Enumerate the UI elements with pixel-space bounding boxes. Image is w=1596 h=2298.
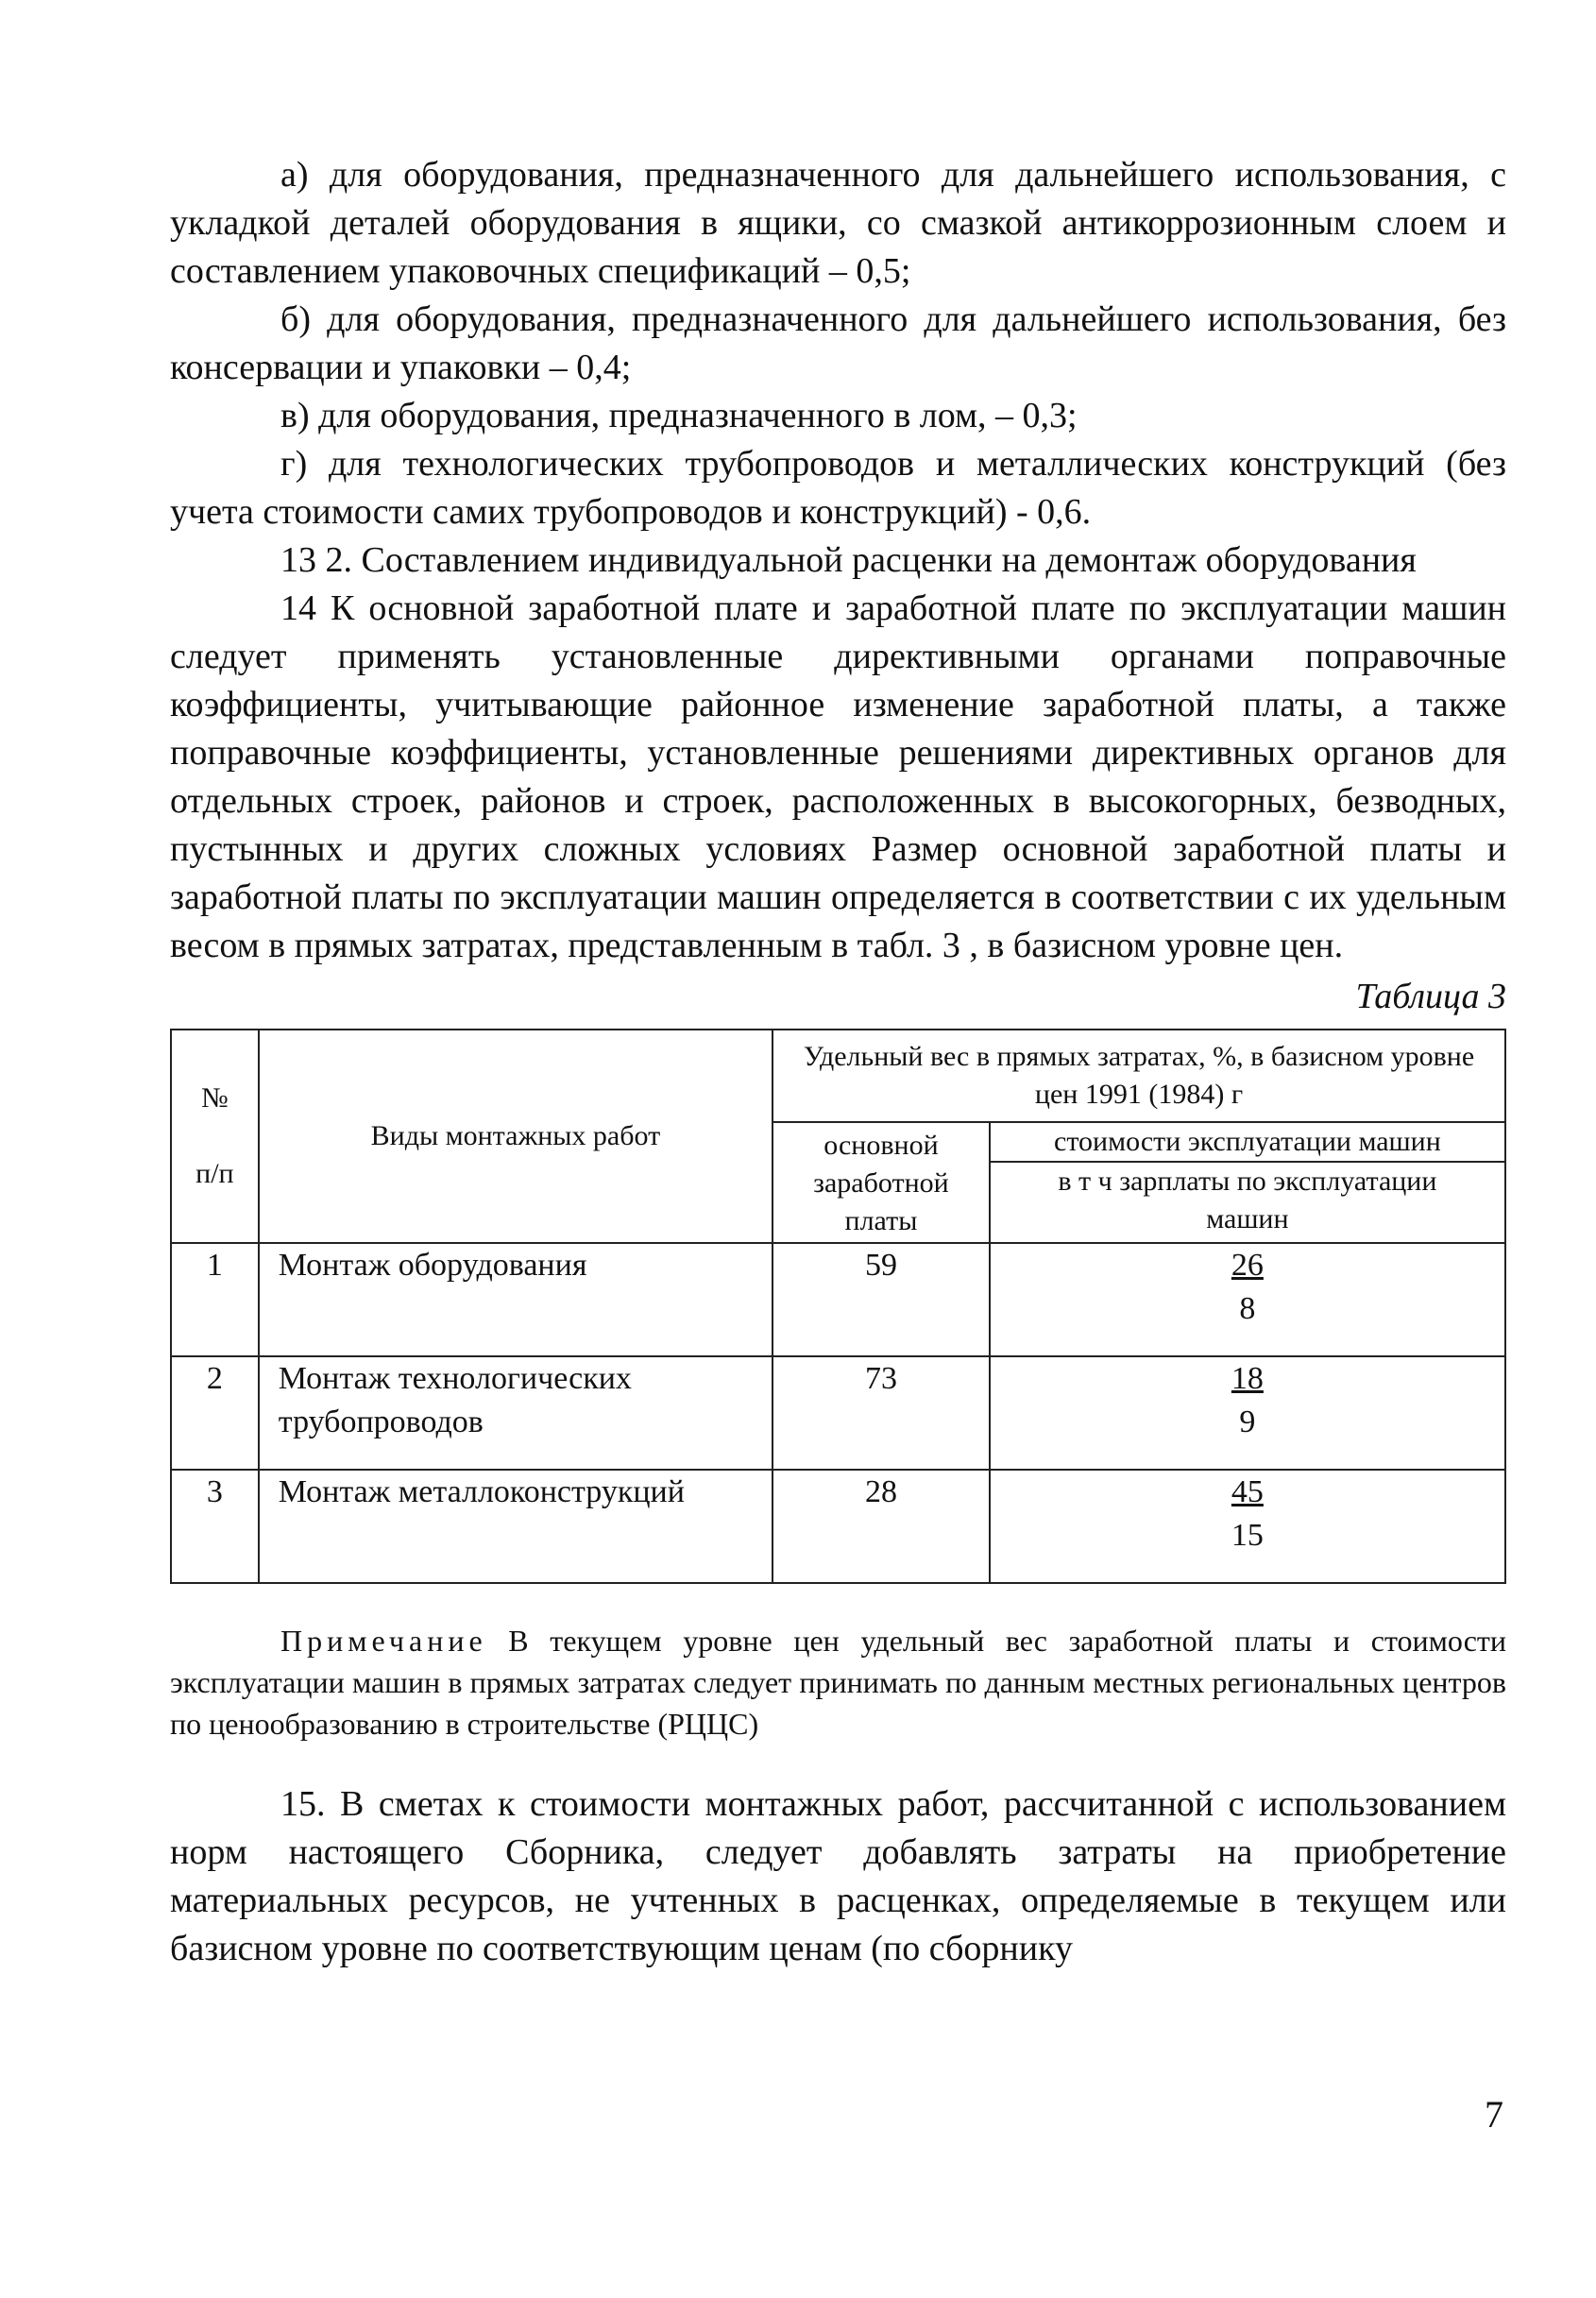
machines-wage-value: 15 xyxy=(1231,1518,1264,1553)
paragraph-15: 15. В сметах к стоимости монтажных работ, рассчитанной с использованием норм настоящего Сборника, следует добавлять затраты на приобретение материальных ресурсов, не учтенных в расценках, определяемые в текущем или базисном уровне по соответствующим ценам (по сборнику xyxy=(170,1784,1506,1968)
machines-value: 18 xyxy=(1231,1361,1264,1396)
note-label: Примечание xyxy=(280,1624,487,1658)
table-header-row-1 xyxy=(171,1030,1505,1122)
row-basic-wage: 73 xyxy=(773,1356,990,1470)
header-incl-wage: в т ч зарплаты по эксплуатации машин xyxy=(990,1162,1505,1243)
machines-wage-value: 8 xyxy=(1239,1291,1256,1326)
header-work-types: Виды монтажных работ xyxy=(259,1030,773,1243)
table-row xyxy=(171,1356,1505,1470)
machines-value: 45 xyxy=(1231,1474,1264,1509)
row-machines-cell xyxy=(990,1470,1505,1583)
machines-fraction xyxy=(1231,1357,1264,1444)
page-number: 7 xyxy=(1485,2093,1503,2136)
table-row xyxy=(171,1243,1505,1356)
paragraph-g: г) для технологических трубопроводов и металлических конструкций (без учета стоимости самих трубопроводов и конструкций) - 0,6. xyxy=(170,444,1506,532)
paragraph-13-2: 13 2. Составлением индивидуальной расценки на демонтаж оборудования xyxy=(280,540,1417,580)
cost-share-table xyxy=(170,1029,1506,1584)
row-num: 1 xyxy=(171,1243,259,1356)
row-basic-wage: 28 xyxy=(773,1470,990,1583)
machines-fraction xyxy=(1231,1244,1264,1331)
row-machines-cell xyxy=(990,1243,1505,1356)
machines-value: 26 xyxy=(1231,1248,1264,1283)
machines-wage-value: 9 xyxy=(1239,1404,1256,1439)
paragraph-a: а) для оборудования, предназначенного для дальнейшего использования, с укладкой деталей оборудования в ящики, со смазкой антикоррозионным слоем и составлением упаковочных спецификаций – 0,5; xyxy=(170,155,1506,291)
table-caption: Таблица 3 xyxy=(1355,977,1506,1016)
table-row xyxy=(171,1470,1505,1583)
row-basic-wage: 59 xyxy=(773,1243,990,1356)
row-work-type: Монтаж металлоконструкций xyxy=(259,1470,773,1583)
header-basic-wage: основной заработной платы xyxy=(773,1122,990,1243)
header-num-line1: № xyxy=(201,1082,229,1114)
header-machines: стоимости эксплуатации машин xyxy=(990,1122,1505,1162)
row-num: 2 xyxy=(171,1356,259,1470)
document-page xyxy=(170,151,1506,1973)
header-num-line2: п/п xyxy=(195,1158,234,1189)
header-group: Удельный вес в прямых затратах, %, в базисном уровне цен 1991 (1984) г xyxy=(773,1030,1505,1122)
header-num xyxy=(171,1030,259,1243)
row-machines-cell xyxy=(990,1356,1505,1470)
row-work-type: Монтаж технологических трубопроводов xyxy=(259,1356,773,1470)
row-work-type: Монтаж оборудования xyxy=(259,1243,773,1356)
note-text: В текущем уровне цен удельный вес заработной платы и стоимости эксплуатации машин в прямых затратах следует принимать по данным местных региональных центров по ценообразованию в строительстве (РЦЦС) xyxy=(170,1624,1507,1741)
machines-fraction xyxy=(1231,1471,1264,1558)
paragraph-b: б) для оборудования, предназначенного для дальнейшего использования, без консервации и упаковки – 0,4; xyxy=(170,299,1506,387)
row-num: 3 xyxy=(171,1470,259,1583)
paragraph-14: 14 К основной заработной плате и заработной плате по эксплуатации машин следует применять установленные директивными органами поправочные коэффициенты, учитывающие районное изменение заработной платы, а также поправочные коэффициенты, установленные решениями директивных органов для отдельных строек, районов и строек, расположенных в высокогорных, безводных, пустынных и других сложных условиях Размер основной заработной платы и заработной платы по эксплуатации машин определяется в соответствии с их удельным весом в прямых затратах, представленным в табл. 3 , в базисном уровне цен. xyxy=(170,588,1506,965)
table-note xyxy=(170,1620,1506,1745)
paragraph-v: в) для оборудования, предназначенного в лом, – 0,3; xyxy=(280,396,1078,435)
